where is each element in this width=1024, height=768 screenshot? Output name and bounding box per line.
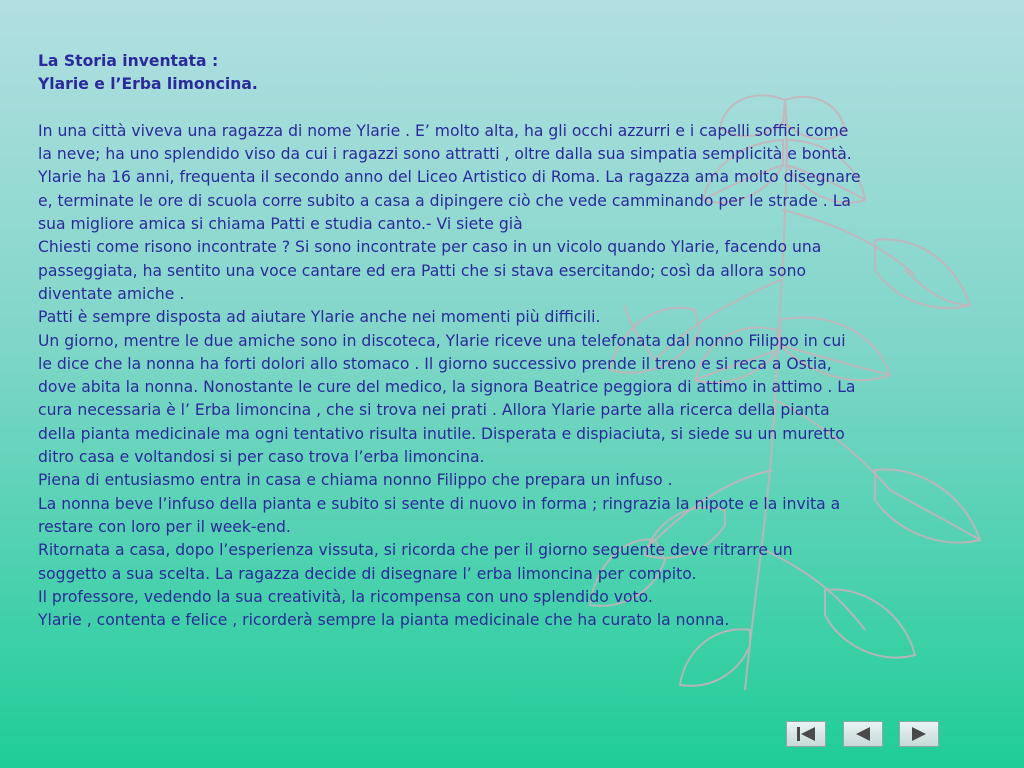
story-line: Un giorno, mentre le due amiche sono in discoteca, Ylarie riceve una telefonata dal nonno Filippo in cui bbox=[38, 331, 846, 350]
previous-slide-button[interactable] bbox=[843, 721, 883, 747]
story-title-line-2: Ylarie e l’Erba limoncina. bbox=[38, 75, 258, 94]
story-title-line-1: La Storia inventata : bbox=[38, 52, 219, 70]
story-line: diventate amiche . bbox=[38, 284, 185, 303]
story-line: In una città viveva una ragazza di nome Ylarie . E’ molto alta, ha gli occhi azzurri e i capelli soffici come bbox=[38, 121, 849, 140]
story-line: soggetto a sua scelta. La ragazza decide di disegnare l’ erba limoncina per compito. bbox=[38, 564, 697, 583]
spacer bbox=[38, 97, 988, 120]
story-line: Il professore, vedendo la sua creatività, la ricompensa con uno splendido voto. bbox=[38, 587, 653, 606]
story-line: La nonna beve l’infuso della pianta e subito si sente di nuovo in forma ; ringrazia la nipote e la invita a bbox=[38, 494, 841, 513]
story-line: Chiesti come risono incontrate ? Si sono incontrate per caso in un vicolo quando Ylarie, facendo una bbox=[38, 238, 822, 257]
previous-triangle-icon bbox=[850, 725, 876, 743]
story-line: Ylarie ha 16 anni, frequenta il secondo anno del Liceo Artistico di Roma. La ragazza ama molto disegnare bbox=[38, 168, 861, 187]
story-line: cura necessaria è l’ Erba limoncina , che si trova nei prati . Allora Ylarie parte alla ricerca della pianta bbox=[38, 401, 830, 420]
story-line: le dice che la nonna ha forti dolori allo stomaco . Il giorno successivo prende il treno e si reca a Ostia, bbox=[38, 354, 832, 373]
story-line: Ylarie , contenta e felice , ricorderà sempre la pianta medicinale che ha curato la nonna. bbox=[38, 611, 730, 630]
story-line: Ritornata a casa, dopo l’esperienza vissuta, si ricorda che per il giorno seguente deve ritrarre un bbox=[38, 541, 793, 560]
story-line: passeggiata, ha sentito una voce cantare ed era Patti che si stava esercitando; così da allora sono bbox=[38, 261, 806, 280]
story-text bbox=[38, 50, 988, 632]
story-line: ditro casa e voltandosi si per caso trova l’erba limoncina. bbox=[38, 448, 485, 467]
story-line: Piena di entusiasmo entra in casa e chiama nonno Filippo che prepara un infuso . bbox=[38, 471, 673, 490]
story-line: restare con loro per il week-end. bbox=[38, 517, 291, 536]
next-triangle-icon bbox=[906, 725, 932, 743]
story-line: Patti è sempre disposta ad aiutare Ylarie anche nei momenti più difficili. bbox=[38, 308, 601, 327]
story-line: dove abita la nonna. Nonostante le cure del medico, la signora Beatrice peggiora di attimo in attimo . La bbox=[38, 378, 856, 397]
story-line: sua migliore amica si chiama Patti e studia canto.- Vi siete già bbox=[38, 215, 523, 234]
story-line: della pianta medicinale ma ogni tentativo risulta inutile. Disperata e dispiaciuta, si siede su un muretto bbox=[38, 424, 845, 443]
story-line: e, terminate le ore di scuola corre subito a casa a dipingere ciò che vede camminando per le strade . La bbox=[38, 191, 851, 210]
first-slide-button[interactable] bbox=[786, 721, 826, 747]
skip-to-first-icon bbox=[793, 725, 819, 743]
story-line: la neve; ha uno splendido viso da cui i ragazzi sono attratti , oltre dalla sua simpatia semplicità e bontà. bbox=[38, 145, 852, 164]
next-slide-button[interactable] bbox=[899, 721, 939, 747]
